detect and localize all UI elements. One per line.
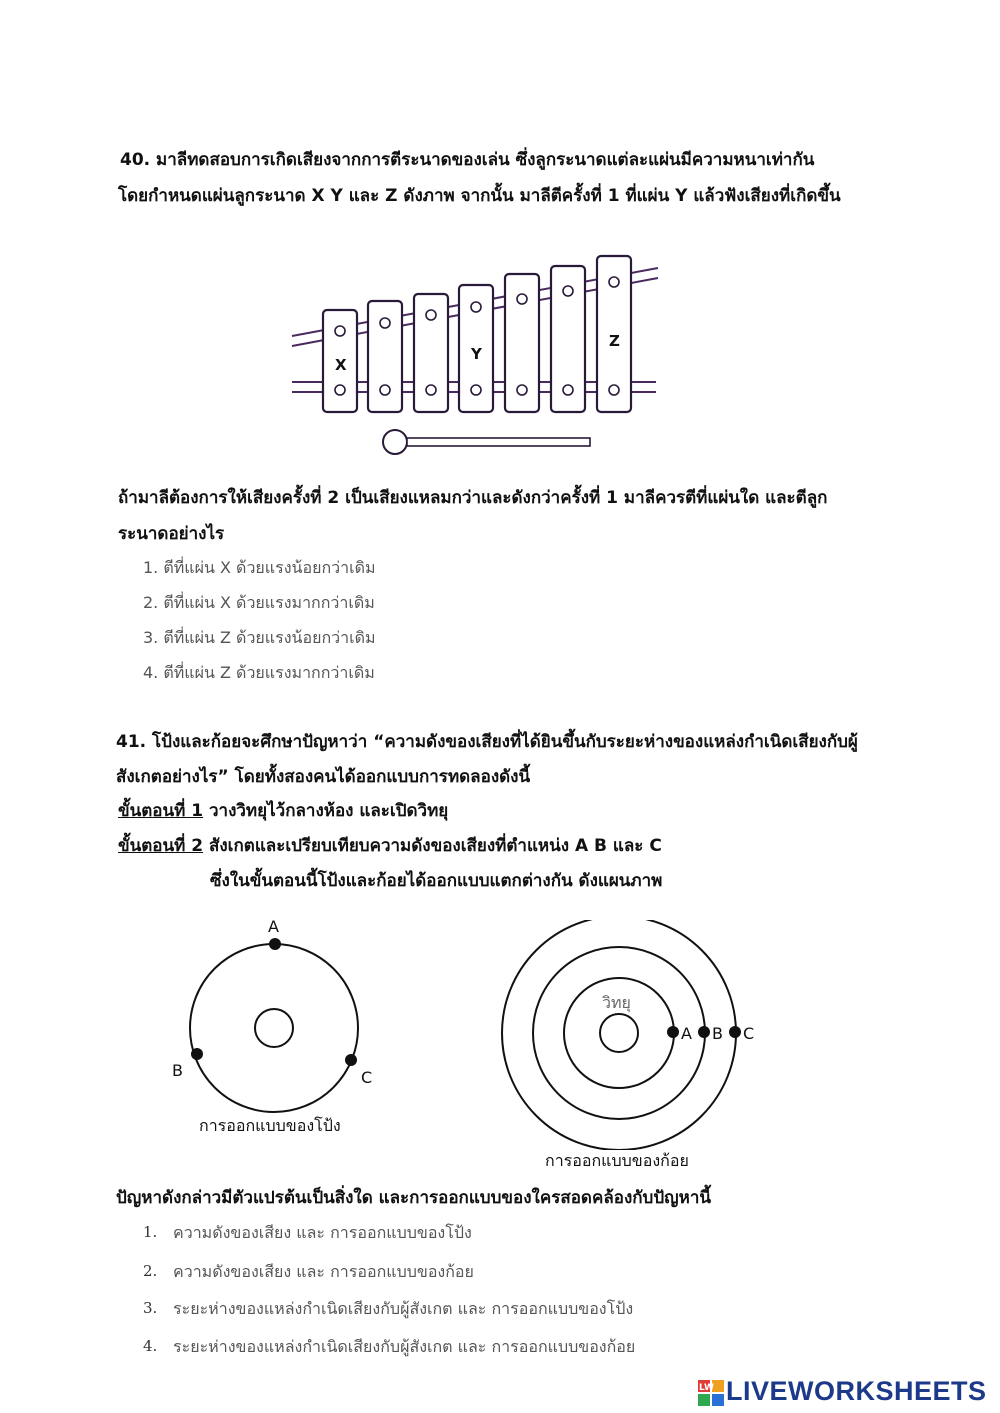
label-c-right: C <box>743 1024 755 1043</box>
diagram-pong <box>160 910 390 1140</box>
q40-option-2[interactable]: 2. ตีที่แผ่น X ด้วยแรงมากกว่าเดิม <box>143 593 375 612</box>
q40-question-line1: ถ้ามาลีต้องการให้เสียงครั้งที่ 2 เป็นเสียงแหลมกว่าและดังกว่าครั้งที่ 1 มาลีควรตีที่แผ่นใด และตีลูก <box>118 488 828 508</box>
label-c-left: C <box>361 1068 373 1087</box>
brand-name: LIVEWORKSHEETS <box>726 1376 987 1406</box>
q40-line1: 40. มาลีทดสอบการเกิดเสียงจากการตีระนาดของเล่น ซึ่งลูกระนาดแต่ละแผ่นมีความหนาเท่ากัน <box>120 150 815 170</box>
option-text: ระยะห่างของแหล่งกำเนิดเสียงกับผู้สังเกต และ การออกแบบของโป้ง <box>173 1299 634 1318</box>
q41-option-1[interactable] <box>143 1222 472 1242</box>
q41-line2: สังเกตอย่างไร” โดยทั้งสองคนได้ออกแบบการทดลองดังนี้ <box>116 767 531 787</box>
point-c-right <box>729 1026 741 1038</box>
step1-text: วางวิทยุไว้กลางห้อง และเปิดวิทยุ <box>203 801 449 821</box>
q41-option-2[interactable] <box>143 1261 474 1281</box>
option-number: 2. <box>143 1262 158 1280</box>
q41-line1: 41. โป้งและก้อยจะศึกษาปัญหาว่า “ความดังของเสียงที่ได้ยินขึ้นกับระยะห่างของแหล่งกำเนิดเสียงกับผู้ <box>116 732 858 752</box>
point-c-left <box>345 1054 357 1066</box>
q41-step2-continued: ซึ่งในขั้นตอนนี้โป้งและก้อยได้ออกแบบแตกต่างกัน ดังแผนภาพ <box>210 871 663 891</box>
xylophone-figure <box>280 240 670 460</box>
point-b-right <box>698 1026 710 1038</box>
option-number: 1. <box>143 1223 158 1241</box>
caption-koi: การออกแบบของก้อย <box>545 1151 689 1170</box>
step1-label: ขั้นตอนที่ 1 <box>118 801 204 821</box>
label-a-left: A <box>268 917 279 936</box>
lw-mark-letters: LW <box>699 1383 714 1393</box>
bar-z-label: Z <box>609 332 620 350</box>
q41-option-4[interactable] <box>143 1336 636 1356</box>
option-text: ความดังของเสียง และ การออกแบบของโป้ง <box>173 1223 472 1242</box>
point-a-right <box>667 1026 679 1038</box>
q41-step2 <box>118 832 662 859</box>
option-text: ความดังของเสียง และ การออกแบบของก้อย <box>173 1262 474 1281</box>
liveworksheets-logo[interactable] <box>698 1376 994 1410</box>
q41-option-3[interactable] <box>143 1298 634 1318</box>
option-number: 4. <box>143 1337 158 1355</box>
q40-question-line2: ระนาดอย่างไร <box>118 524 225 544</box>
label-b-right: B <box>712 1024 723 1043</box>
diagram-koi <box>490 920 770 1150</box>
radio-source-left <box>255 1009 293 1047</box>
point-a-left <box>269 938 281 950</box>
caption-pong: การออกแบบของโป้ง <box>199 1116 341 1135</box>
bar-x-label: X <box>335 356 347 374</box>
point-b-left <box>191 1048 203 1060</box>
q40-line2: โดยกำหนดแผ่นลูกระนาด X Y และ Z ดังภาพ จากนั้น มาลีตีครั้งที่ 1 ที่แผ่น Y แล้วฟังเสียงที่เกิดขึ้น <box>118 186 841 206</box>
label-a-right: A <box>681 1024 692 1043</box>
option-number: 3. <box>143 1299 158 1317</box>
radio-source-right <box>600 1014 638 1052</box>
step2-text: สังเกตและเปรียบเทียบความดังของเสียงที่ตำแหน่ง A B และ C <box>203 836 662 856</box>
mallet-handle <box>407 438 590 446</box>
q40-option-1[interactable]: 1. ตีที่แผ่น X ด้วยแรงน้อยกว่าเดิม <box>143 558 376 577</box>
lw-mark-icon <box>698 1380 724 1406</box>
label-b-left: B <box>172 1061 183 1080</box>
step2-label: ขั้นตอนที่ 2 <box>118 836 204 856</box>
q41-step1 <box>118 797 448 824</box>
bar-y-label: Y <box>471 345 482 363</box>
q40-option-3[interactable]: 3. ตีที่แผ่น Z ด้วยแรงน้อยกว่าเดิม <box>143 628 376 647</box>
q41-question: ปัญหาดังกล่าวมีตัวแปรต้นเป็นสิ่งใด และการออกแบบของใครสอดคล้องกับปัญหานี้ <box>116 1188 711 1208</box>
mallet-head <box>383 430 407 454</box>
option-text: ระยะห่างของแหล่งกำเนิดเสียงกับผู้สังเกต และ การออกแบบของก้อย <box>173 1337 636 1356</box>
q40-option-4[interactable]: 4. ตีที่แผ่น Z ด้วยแรงมากกว่าเดิม <box>143 663 375 682</box>
label-radio: วิทยุ <box>602 993 631 1012</box>
